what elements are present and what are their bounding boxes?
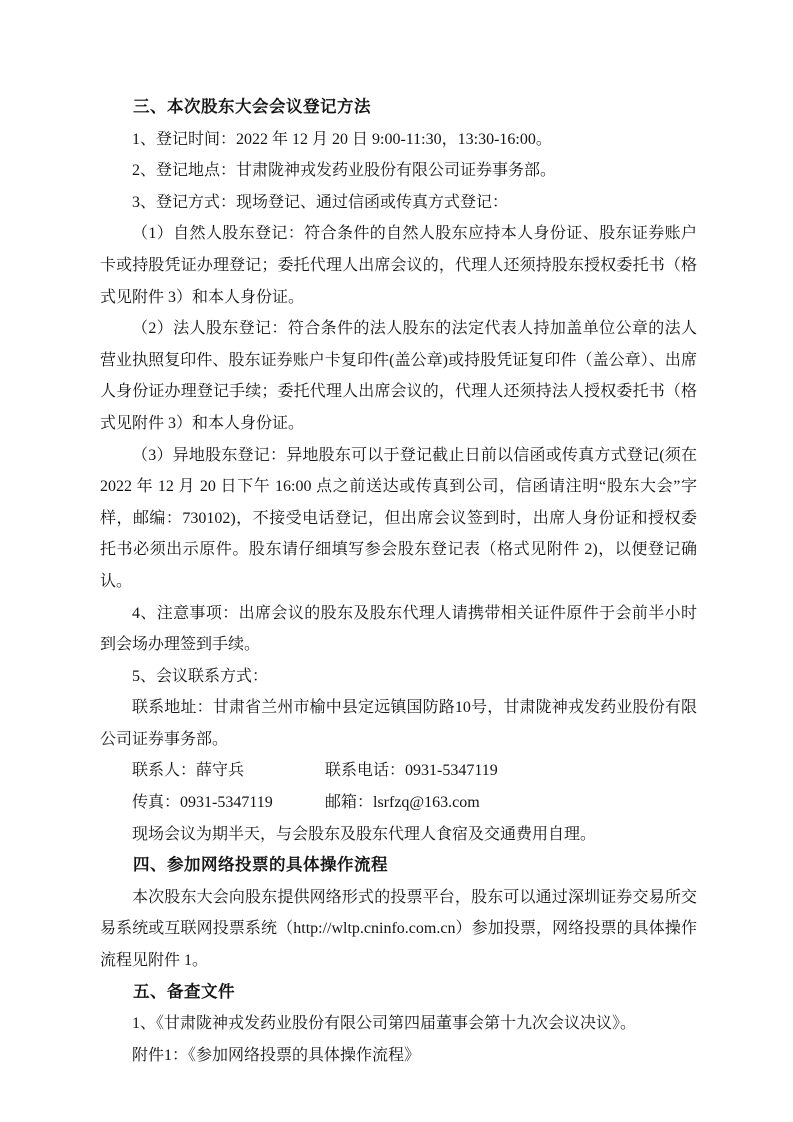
heading-reference-documents: 五、备查文件 xyxy=(133,982,235,1001)
contact-email: 邮箱：lsrfzq@163.com xyxy=(325,794,480,812)
para-registration-place: 2、登记地点：甘肃陇神戎发药业股份有限公司证券事务部。 xyxy=(132,162,557,180)
para-contact-address: 联系地址：甘肃省兰州市榆中县定远镇国防路10号，甘肃陇神戎发药业股份有限公司证券事务部。 xyxy=(100,699,697,748)
para-contact-method-label: 5、会议联系方式： xyxy=(132,667,269,685)
contact-row-person-phone xyxy=(132,755,697,787)
para-natural-person-registration: （1）自然人股东登记：符合条件的自然人股东应持本人身份证、股东证券账户卡或持股凭证办理登记；委托代理人出席会议的，代理人还须持股东授权委托书（格式见附件 3）和本人身份证。 xyxy=(100,225,697,306)
heading-registration-method: 三、本次股东大会会议登记方法 xyxy=(133,98,371,116)
para-online-voting: 本次股东大会向股东提供网络形式的投票平台，股东可以通过深圳证券交易所交易系统或互联网投票系统（http://wltp.cninfo.com.cn）参加投票，网络投票的具体操作流程见附件 1。 xyxy=(100,888,697,970)
contact-fax: 传真：0931-5347119 xyxy=(132,794,273,812)
para-notes: 4、注意事项：出席会议的股东及股东代理人请携带相关证件原件于会前半小时到会场办理签到手续。 xyxy=(100,604,697,654)
para-registration-way: 3、登记方式：现场登记、通过信函或传真方式登记： xyxy=(132,193,509,211)
contact-person: 联系人：薛守兵 xyxy=(132,762,245,780)
para-legal-person-registration: （2）法人股东登记：符合条件的法人股东的法定代表人持加盖单位公章的法人营业执照复印件、股东证券账户卡复印件(盖公章)或持股凭证复印件（盖公章）、出席人身份证办理登记手续；委托代理人出席会议的，代理人还须持法人授权委托书（格式见附件 3）和本人身份证。 xyxy=(100,320,697,432)
contact-phone: 联系电话：0931-5347119 xyxy=(325,762,498,780)
heading-online-voting: 四、参加网络投票的具体操作流程 xyxy=(133,856,388,875)
para-reference-doc-1: 1、《甘肃陇神戎发药业股份有限公司第四届董事会第十九次会议决议》。 xyxy=(132,1015,637,1033)
para-registration-time: 1、登记时间：2022 年 12 月 20 日 9:00-11:30，13:30-16:00。 xyxy=(132,130,552,148)
contact-row-fax-email xyxy=(132,787,697,819)
para-remote-shareholder-registration: （3）异地股东登记：异地股东可以于登记截止日前以信函或传真方式登记(须在 2022 年 12 月 20 日下午 16:00 点之前送达或传真到公司，信函请注明“股东大会”字样，邮编：730102)，不接受电话登记，但出席会议签到时，出席人身份证和授权委托书必须出示原件。股东请仔细填写参会股东登记表（格式见附件 2)，以便登记确认。 xyxy=(100,446,697,590)
para-attachment-1: 附件1：《参加网络投票的具体操作流程》 xyxy=(132,1046,421,1064)
para-onsite-meeting-note: 现场会议为期半天，与会股东及股东代理人食宿及交通费用自理。 xyxy=(132,825,597,843)
